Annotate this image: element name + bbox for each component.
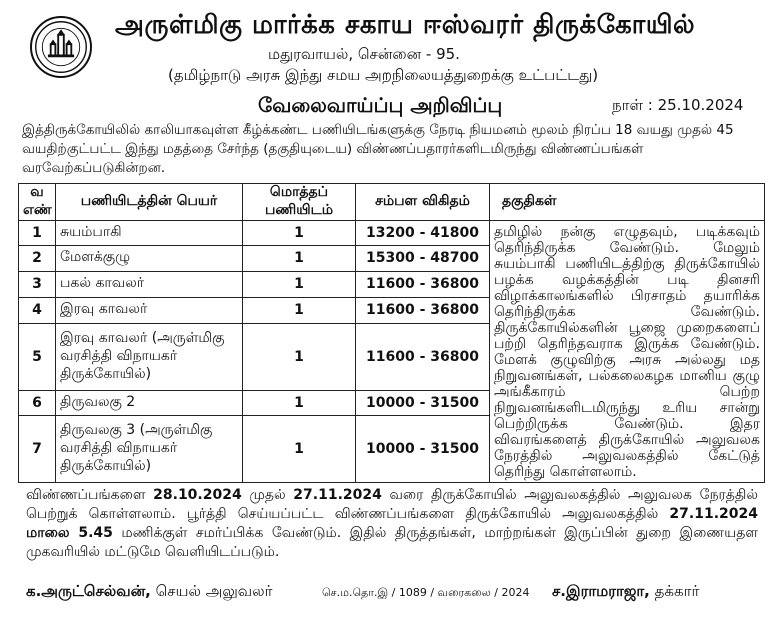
notice-title: வேலைவாய்ப்பு அறிவிப்பு — [258, 93, 503, 117]
row-sno: 1 — [19, 221, 56, 246]
row-salary: 11600 - 36800 — [356, 271, 490, 297]
row-count: 1 — [243, 297, 356, 323]
row-count: 1 — [243, 415, 356, 482]
row-count: 1 — [243, 271, 356, 297]
executive-officer-role: செயல் அலுவலர் — [150, 582, 273, 600]
table-header-row — [19, 184, 765, 221]
temple-title: அருள்மிகு மார்க்க சகாய ஈஸ்வரர் திருக்கோயில் — [115, 10, 696, 40]
application-start-date: 28.10.2024 — [153, 487, 242, 503]
vacancy-table — [18, 183, 765, 483]
table-row — [19, 221, 765, 246]
row-salary: 10000 - 31500 — [356, 390, 490, 415]
row-count: 1 — [243, 323, 356, 390]
application-end-date: 27.11.2024 — [293, 487, 382, 503]
row-post: பகல் காவலர் — [56, 271, 243, 297]
executive-officer-signature — [26, 582, 272, 602]
row-sno: 3 — [19, 271, 56, 297]
row-post: சுயம்பாகி — [56, 221, 243, 246]
row-post: மேளக்குழு — [56, 245, 243, 271]
trustee-signature — [552, 582, 699, 602]
executive-officer-name: க.அருட்செல்வன், — [26, 582, 151, 600]
header-sno: வ எண் — [19, 184, 56, 221]
trustee-name: ச.இராமராஜா, — [552, 582, 650, 600]
temple-seal-icon — [30, 16, 92, 78]
department-note: (தமிழ்நாடு அரசு இந்து சமய அறநிலையத்துறைக்கு உட்பட்டது) — [168, 66, 599, 84]
row-sno: 6 — [19, 390, 56, 415]
row-count: 1 — [243, 221, 356, 246]
footer-text-1: விண்ணப்பங்களை — [26, 487, 154, 503]
qualifications-cell: தமிழில் நன்கு எழுதவும், படிக்கவும் தெரிந்திருக்க வேண்டும். மேலும் சுயம்பாகி பணியிடத்திற்கு திருக்கோயில் பழக்க வழக்கத்தின் படி தினசரி விழாக்காலங்களில் பிரசாதம் தயாரிக்க தெரிந்திருக்க வேண்டும். திருக்கோயில்களின் பூஜை முறைகளைப் பற்றி தெரிந்தவராக இருக்க வேண்டும். மேளக் குழுவிற்கு அரசு அல்லது மத நிறுவனங்கள், பல்கலைகழக மானிய குழு அங்கீகாரம் பெற்ற நிறுவனங்களிடமிருந்து உரிய சான்று பெற்றிருக்க வேண்டும். இதர விவரங்களைத் திருக்கோயில் அலுவலக நேரத்தில் அலுவலகத்தில் கேட்டுத் தெரிந்து கொள்ளலாம். — [490, 221, 765, 483]
notice-date: நாள் : 25.10.2024 — [612, 96, 744, 114]
header — [0, 0, 781, 92]
header-post: பணியிடத்தின் பெயர் — [56, 184, 243, 221]
row-sno: 5 — [19, 323, 56, 390]
row-salary: 15300 - 48700 — [356, 245, 490, 271]
footer-text-3: வரை திருக்கோயில் அலுவலகத்தில் அலுவலக நேரத்தில் பெற்றுக் கொள்ளலாம். பூர்த்தி செய்யப்பட்ட விண்ணப்பங்களை திருக்கோயில் அலுவலகத்தில் — [26, 487, 758, 522]
notice-intro: இத்திருக்கோயிலில் காலியாகவுள்ள கீழ்க்கண்ட பணியிடங்களுக்கு நேரடி நியமனம் மூலம் நிரப்ப 18 வயது முதல் 45 வயதிற்குட்பட்ட இந்து மதத்தை சேர்ந்த (தகுதியுடைய) விண்ணப்பதாரர்களிடமிருந்து விண்ணப்பங்கள் வரவேற்கப்படுகின்றன. — [22, 122, 734, 176]
row-count: 1 — [243, 390, 356, 415]
row-count: 1 — [243, 245, 356, 271]
header-count: மொத்தப் பணியிடம் — [243, 184, 356, 221]
trustee-role: தக்கார் — [649, 582, 700, 600]
header-qualification: தகுதிகள் — [490, 184, 765, 221]
reference-number: செ.ம.தொ.இ / 1089 / வரைகலை / 2024 — [322, 586, 530, 599]
footer-text-2: முதல் — [241, 487, 294, 503]
submission-deadline: 27.11.2024 மாலை 5.45 — [26, 506, 758, 541]
row-sno: 4 — [19, 297, 56, 323]
row-post: இரவு காவலர் (அருள்மிகு வரசித்தி விநாயகர் திருக்கோயில்) — [56, 323, 243, 390]
row-salary: 11600 - 36800 — [356, 297, 490, 323]
row-sno: 7 — [19, 415, 56, 482]
row-salary: 11600 - 36800 — [356, 323, 490, 390]
row-post: இரவு காவலர் — [56, 297, 243, 323]
temple-address: மதுரவாயல், சென்னை - 95. — [268, 45, 460, 63]
row-post: திருவலகு 2 — [56, 390, 243, 415]
row-salary: 10000 - 31500 — [356, 415, 490, 482]
footer-text-4: மணிக்குள் சமர்ப்பிக்க வேண்டும். இதில் திருத்தங்கள், மாற்றங்கள் இருப்பின் துறை இணையதள முகவரியில் மட்டுமே வெளியிடப்படும். — [26, 525, 758, 560]
application-instructions — [26, 486, 758, 562]
row-sno: 2 — [19, 245, 56, 271]
row-post: திருவலகு 3 (அருள்மிகு வரசித்தி விநாயகர் திருக்கோயில்) — [56, 415, 243, 482]
row-salary: 13200 - 41800 — [356, 221, 490, 246]
header-salary: சம்பள விகிதம் — [356, 184, 490, 221]
